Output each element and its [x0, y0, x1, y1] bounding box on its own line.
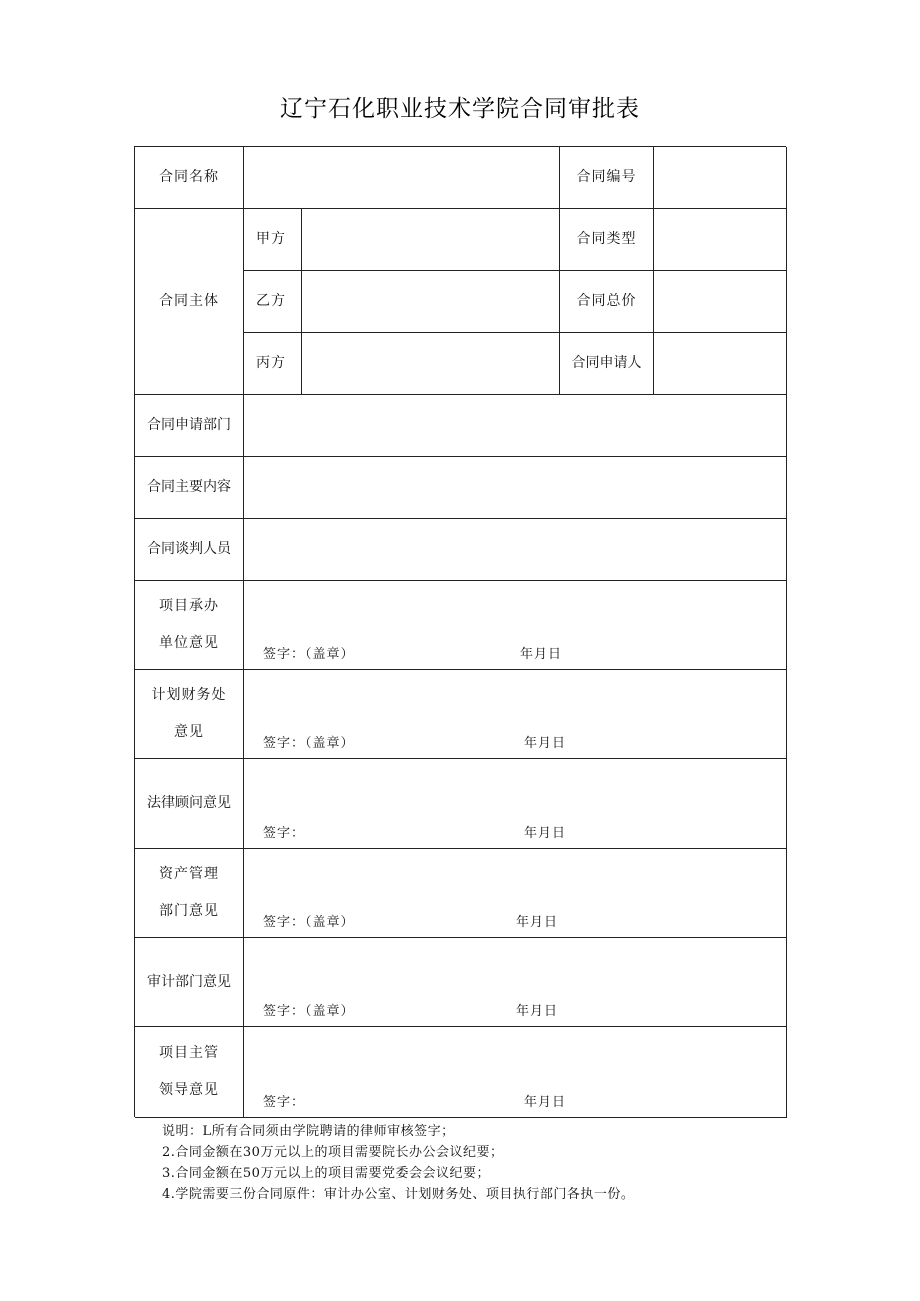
opinion-field-finance[interactable] — [244, 670, 787, 759]
party-a-field[interactable] — [302, 209, 560, 271]
date-label: 年月日 — [524, 826, 567, 841]
contract-applicant-label: 合同申请人 — [560, 333, 654, 395]
contract-name-field[interactable] — [244, 147, 560, 209]
party-c-field[interactable] — [302, 333, 560, 395]
opinion-field-leader[interactable] — [244, 1027, 787, 1118]
opinion-field-project-unit[interactable] — [244, 581, 787, 670]
signature-label: 签字： — [263, 826, 306, 841]
contract-applicant-field[interactable] — [654, 333, 787, 395]
signature-label: 签字：（盖章） — [263, 1004, 355, 1019]
negotiators-label: 合同谈判人员 — [135, 519, 244, 581]
note-item: 2.合同金额在30万元以上的项目需要院长办公会议纪要； — [162, 1145, 504, 1160]
date-label: 年月日 — [524, 1095, 567, 1110]
signature-label: 签字：（盖章） — [263, 915, 355, 930]
date-label: 年月日 — [516, 1004, 559, 1019]
opinion-label-finance: 计划财务处 意见 — [135, 670, 244, 759]
date-label: 年月日 — [516, 915, 559, 930]
contract-type-field[interactable] — [654, 209, 787, 271]
opinion-field-audit[interactable] — [244, 938, 787, 1027]
date-label: 年月日 — [520, 647, 563, 662]
signature-label: 签字： — [263, 1095, 306, 1110]
main-content-label: 合同主要内容 — [135, 457, 244, 519]
party-c-label: 丙方 — [244, 333, 302, 395]
contract-name-label: 合同名称 — [135, 147, 244, 209]
approval-form-table — [134, 146, 786, 1117]
opinion-label-legal: 法律顾问意见 — [135, 759, 244, 849]
contract-total-label: 合同总价 — [560, 271, 654, 333]
opinion-field-legal[interactable] — [244, 759, 787, 849]
contract-type-label: 合同类型 — [560, 209, 654, 271]
opinion-label-audit: 审计部门意见 — [135, 938, 244, 1027]
party-a-label: 甲方 — [244, 209, 302, 271]
signature-label: 签字：（盖章） — [263, 736, 355, 751]
contract-no-field[interactable] — [654, 147, 787, 209]
note-item: 说明：L所有合同须由学院聘请的律师审核签字； — [162, 1124, 455, 1139]
party-b-field[interactable] — [302, 271, 560, 333]
note-item: 4.学院需要三份合同原件：审计办公室、计划财务处、项目执行部门各执一份。 — [162, 1187, 635, 1202]
opinion-field-asset[interactable] — [244, 849, 787, 938]
negotiators-field[interactable] — [244, 519, 787, 581]
opinion-label-project-unit: 项目承办 单位意见 — [135, 581, 244, 670]
party-b-label: 乙方 — [244, 271, 302, 333]
apply-dept-field[interactable] — [244, 395, 787, 457]
note-item: 3.合同金额在50万元以上的项目需要党委会会议纪要； — [162, 1166, 490, 1181]
opinion-label-asset: 资产管理 部门意见 — [135, 849, 244, 938]
contract-total-field[interactable] — [654, 271, 787, 333]
opinion-label-leader: 项目主管 领导意见 — [135, 1027, 244, 1118]
notes — [162, 1121, 634, 1205]
contract-no-label: 合同编号 — [560, 147, 654, 209]
signature-label: 签字：（盖章） — [263, 647, 355, 662]
page-title: 辽宁石化职业技术学院合同审批表 — [280, 96, 640, 122]
apply-dept-label: 合同申请部门 — [135, 395, 244, 457]
main-content-field[interactable] — [244, 457, 787, 519]
contract-party-label: 合同主体 — [135, 209, 244, 395]
date-label: 年月日 — [524, 736, 567, 751]
